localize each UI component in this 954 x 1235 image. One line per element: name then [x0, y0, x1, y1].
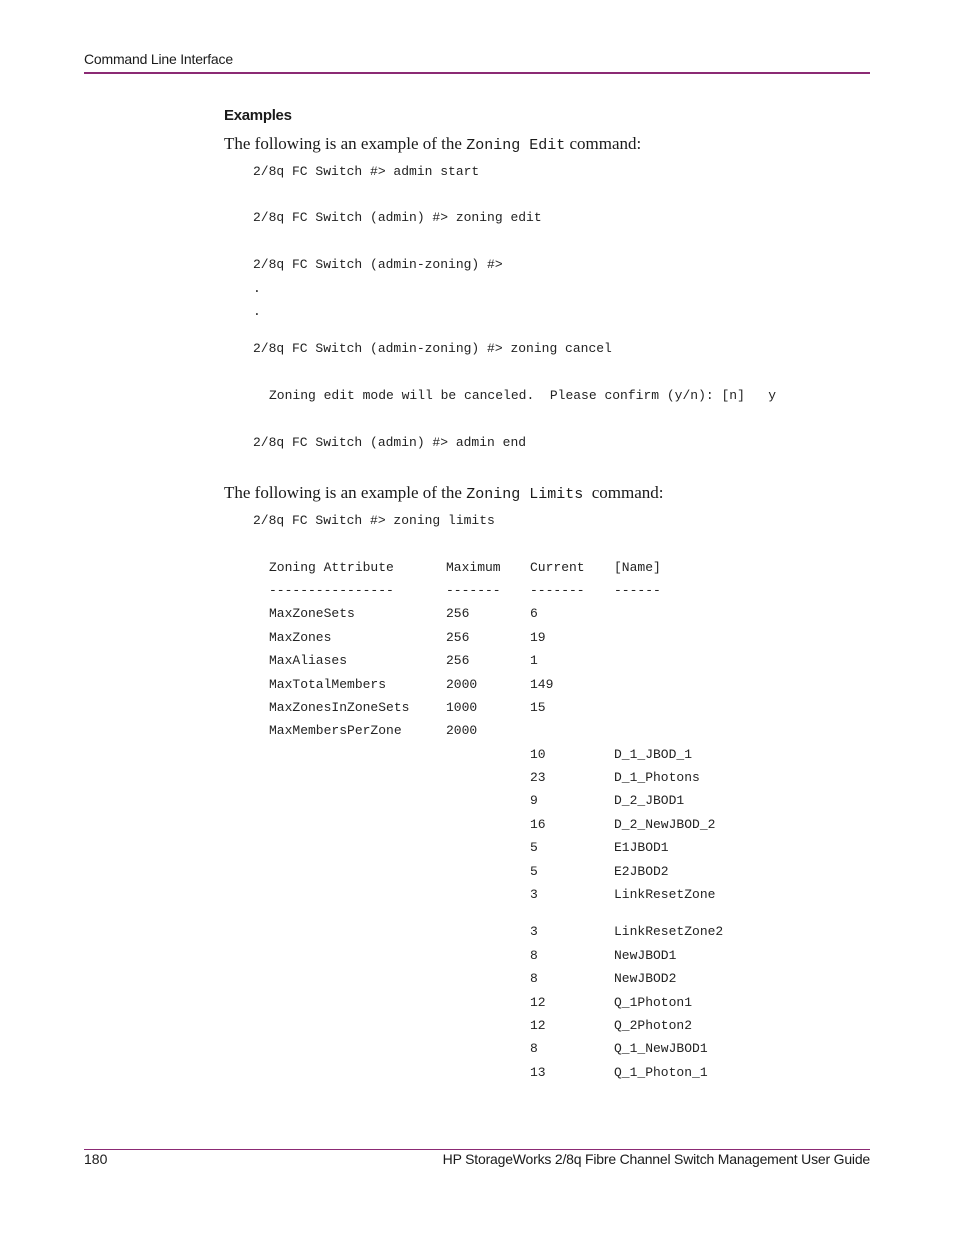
row-attribute: MaxMembersPerZone — [269, 723, 402, 738]
row-name: E1JBOD1 — [614, 840, 669, 855]
intro-text: The following is an example of the — [224, 134, 467, 153]
intro-paragraph-edit — [224, 134, 641, 154]
row-current: 19 — [530, 630, 546, 645]
row-current: 1 — [530, 653, 538, 668]
intro-text: The following is an example of the — [224, 483, 467, 502]
row-maximum: 256 — [446, 630, 470, 645]
row-name: NewJBOD2 — [614, 971, 677, 986]
code-line: . — [253, 304, 261, 319]
section-heading: Examples — [224, 107, 292, 124]
table-separator: ---------------- — [269, 583, 394, 598]
row-current: 5 — [530, 840, 538, 855]
row-maximum: 256 — [446, 653, 470, 668]
row-name: Q_1_Photon_1 — [614, 1065, 708, 1080]
header-rule — [84, 72, 870, 74]
row-attribute: MaxZoneSets — [269, 606, 355, 621]
code-line: Zoning edit mode will be canceled. Please confirm (y/n): [n] y — [269, 388, 777, 403]
row-current: 15 — [530, 700, 546, 715]
row-attribute: MaxZones — [269, 630, 332, 645]
intro-suffix: command: — [565, 134, 642, 153]
row-maximum: 2000 — [446, 723, 478, 738]
row-name: Q_2Photon2 — [614, 1018, 693, 1033]
footer-rule — [84, 1149, 870, 1150]
row-current: 6 — [530, 606, 538, 621]
running-header: Command Line Interface — [84, 51, 233, 67]
row-current: 8 — [530, 948, 538, 963]
row-current: 23 — [530, 770, 546, 785]
row-current: 10 — [530, 747, 546, 762]
row-name: E2JBOD2 — [614, 864, 669, 879]
row-current: 3 — [530, 887, 538, 902]
row-maximum: 2000 — [446, 677, 478, 692]
intro-suffix: command: — [583, 483, 664, 502]
row-name: NewJBOD1 — [614, 948, 677, 963]
row-name: D_1_Photons — [614, 770, 700, 785]
command-name: Zoning Edit — [466, 137, 566, 154]
table-header-current: Current — [530, 560, 585, 575]
row-current: 12 — [530, 995, 546, 1010]
code-line: 2/8q FC Switch #> zoning limits — [253, 513, 495, 528]
row-name: D_1_JBOD_1 — [614, 747, 693, 762]
code-line: 2/8q FC Switch (admin-zoning) #> — [253, 257, 503, 272]
table-separator: ------- — [446, 583, 501, 598]
code-line: 2/8q FC Switch (admin-zoning) #> zoning cancel — [253, 341, 612, 356]
row-attribute: MaxTotalMembers — [269, 677, 387, 692]
row-name: Q_1_NewJBOD1 — [614, 1041, 708, 1056]
table-separator: ------- — [530, 583, 585, 598]
row-current: 13 — [530, 1065, 546, 1080]
code-line: 2/8q FC Switch #> admin start — [253, 164, 480, 179]
row-name: D_2_JBOD1 — [614, 793, 685, 808]
row-current: 3 — [530, 924, 538, 939]
code-line: 2/8q FC Switch (admin) #> admin end — [253, 435, 527, 450]
row-current: 149 — [530, 677, 554, 692]
document-title: HP StorageWorks 2/8q Fibre Channel Switch Management User Guide — [442, 1151, 870, 1167]
intro-paragraph-limits — [224, 483, 663, 503]
row-current: 9 — [530, 793, 538, 808]
row-attribute: MaxAliases — [269, 653, 348, 668]
command-name: Zoning Limits — [466, 486, 584, 503]
row-attribute: MaxZonesInZoneSets — [269, 700, 410, 715]
row-current: 12 — [530, 1018, 546, 1033]
row-name: LinkResetZone2 — [614, 924, 724, 939]
row-current: 8 — [530, 1041, 538, 1056]
row-current: 8 — [530, 971, 538, 986]
table-header-attribute: Zoning Attribute — [269, 560, 394, 575]
table-separator: ------ — [614, 583, 661, 598]
row-name: Q_1Photon1 — [614, 995, 693, 1010]
row-name: D_2_NewJBOD_2 — [614, 817, 716, 832]
table-header-name: [Name] — [614, 560, 661, 575]
page-number: 180 — [84, 1151, 108, 1167]
row-name: LinkResetZone — [614, 887, 716, 902]
table-header-maximum: Maximum — [446, 560, 501, 575]
row-maximum: 1000 — [446, 700, 478, 715]
row-current: 5 — [530, 864, 538, 879]
code-line: 2/8q FC Switch (admin) #> zoning edit — [253, 210, 542, 225]
row-current: 16 — [530, 817, 546, 832]
code-line: . — [253, 281, 261, 296]
row-maximum: 256 — [446, 606, 470, 621]
